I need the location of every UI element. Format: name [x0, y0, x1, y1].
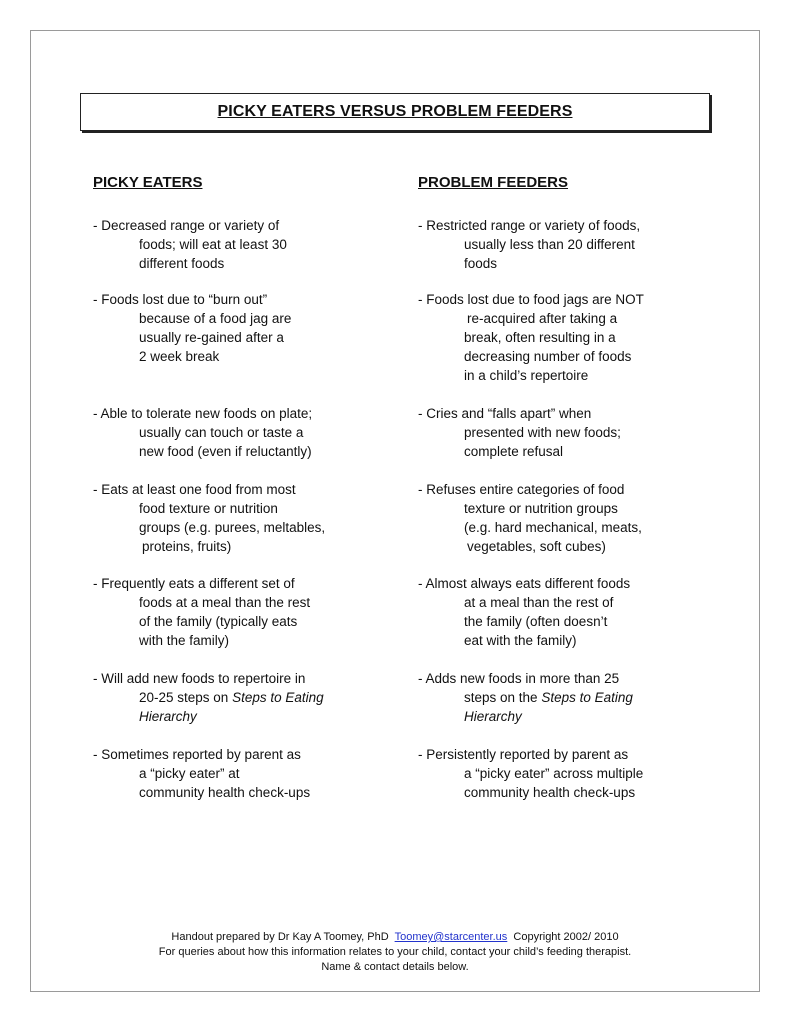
item-first-line: - Foods lost due to food jags are NOT: [418, 292, 644, 307]
item-line-text: steps on the: [464, 690, 538, 705]
list-item: [418, 480, 642, 556]
list-item: [93, 745, 310, 802]
item-line: foods; will eat at least 30: [139, 237, 287, 252]
item-line: usually can touch or taste a: [139, 425, 304, 440]
item-first-line: - Almost always eats different foods: [418, 576, 631, 591]
item-line: a “picky eater” across multiple: [464, 766, 644, 781]
item-line: vegetables, soft cubes): [467, 539, 606, 554]
item-line: [93, 688, 324, 707]
item-line: proteins, fruits): [142, 539, 232, 554]
item-first-line: - Frequently eats a different set of: [93, 576, 295, 591]
item-line: of the family (typically eats: [139, 614, 298, 629]
item-line: the family (often doesn’t: [464, 614, 608, 629]
hierarchy-italic: Hierarchy: [139, 709, 197, 724]
footer-line-1: [30, 930, 760, 945]
item-line: in a child’s repertoire: [464, 368, 589, 383]
item-line: foods at a meal than the rest: [139, 595, 311, 610]
item-line: food texture or nutrition: [139, 501, 278, 516]
item-line: (e.g. hard mechanical, meats,: [464, 520, 642, 535]
page-title: PICKY EATERS VERSUS PROBLEM FEEDERS: [217, 103, 573, 120]
item-line: usually less than 20 different: [464, 237, 635, 252]
item-line: re-acquired after taking a: [467, 311, 618, 326]
title-box: [80, 93, 710, 131]
item-line: presented with new foods;: [464, 425, 621, 440]
item-first-line: - Cries and “falls apart” when: [418, 406, 592, 421]
item-line: decreasing number of foods: [464, 349, 632, 364]
list-item: [93, 574, 310, 650]
item-first-line: - Will add new foods to repertoire in: [93, 671, 306, 686]
footer: [30, 930, 760, 975]
item-line: community health check-ups: [464, 785, 636, 800]
item-line: different foods: [139, 256, 225, 271]
item-line: foods: [464, 256, 498, 271]
item-line: usually re-gained after a: [139, 330, 284, 345]
item-line: texture or nutrition groups: [464, 501, 618, 516]
item-first-line: - Decreased range or variety of: [93, 218, 280, 233]
list-item: [93, 669, 324, 726]
item-first-line: - Able to tolerate new foods on plate;: [93, 406, 313, 421]
item-line: [93, 707, 324, 726]
item-line: [418, 707, 633, 726]
item-line: eat with the family): [464, 633, 577, 648]
item-first-line: - Sometimes reported by parent as: [93, 747, 301, 762]
item-first-line: - Foods lost due to “burn out”: [93, 292, 268, 307]
problem-feeders-heading: PROBLEM FEEDERS: [418, 174, 569, 191]
item-line: [418, 688, 633, 707]
list-item: [418, 669, 633, 726]
item-line: groups (e.g. purees, meltables,: [139, 520, 326, 535]
item-line: with the family): [139, 633, 230, 648]
picky-eaters-heading: PICKY EATERS: [93, 174, 203, 191]
footer-line-3: Name & contact details below.: [321, 961, 469, 973]
item-first-line: - Eats at least one food from most: [93, 482, 296, 497]
item-line: community health check-ups: [139, 785, 311, 800]
item-line: new food (even if reluctantly): [139, 444, 312, 459]
item-first-line: - Persistently reported by parent as: [418, 747, 629, 762]
list-item: [418, 574, 630, 650]
list-item: [418, 745, 643, 802]
footer-copyright: Copyright 2002/ 2010: [513, 931, 619, 943]
list-item: [418, 404, 621, 461]
list-item: [93, 216, 287, 273]
hierarchy-italic: Hierarchy: [464, 709, 522, 724]
item-line: because of a food jag are: [139, 311, 292, 326]
picky-eaters-column: [93, 174, 413, 800]
item-line-text: 20-25 steps on: [139, 690, 229, 705]
item-first-line: - Restricted range or variety of foods,: [418, 218, 641, 233]
item-line: break, often resulting in a: [464, 330, 616, 345]
problem-feeders-column: [418, 174, 718, 800]
footer-author: Handout prepared by Dr Kay A Toomey, PhD: [171, 931, 389, 943]
item-line: a “picky eater” at: [139, 766, 240, 781]
item-line: complete refusal: [464, 444, 564, 459]
list-item: [93, 480, 325, 556]
steps-to-eating-italic: Steps to Eating: [232, 690, 324, 705]
item-first-line: - Refuses entire categories of food: [418, 482, 625, 497]
list-item: [93, 404, 312, 461]
list-item: [418, 290, 644, 385]
steps-to-eating-italic: Steps to Eating: [541, 690, 633, 705]
list-item: [418, 216, 640, 273]
item-line: 2 week break: [139, 349, 220, 364]
email-link[interactable]: Toomey@starcenter.us: [394, 931, 508, 943]
list-item: [93, 290, 291, 366]
footer-line-2: For queries about how this information relates to your child, contact your child’s feeding therapist.: [158, 946, 632, 958]
item-first-line: - Adds new foods in more than 25: [418, 671, 620, 686]
item-line: at a meal than the rest of: [464, 595, 614, 610]
